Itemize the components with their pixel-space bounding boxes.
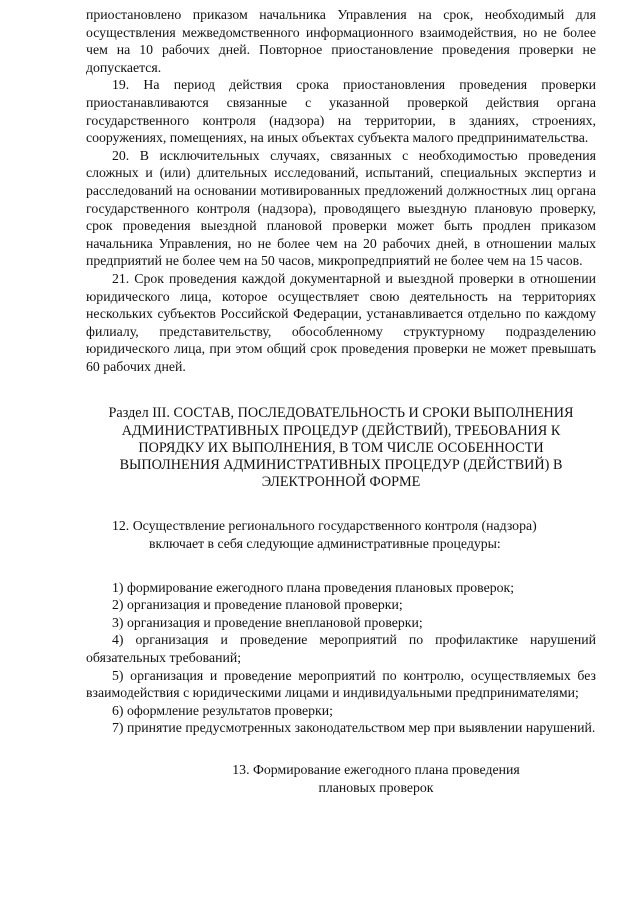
section-heading: Раздел III. СОСТАВ, ПОСЛЕДОВАТЕЛЬНОСТЬ И СРОКИ ВЫПОЛНЕНИЯ АДМИНИСТРАТИВНЫХ ПРОЦЕДУР (ДЕЙСТВИЙ), ТРЕБОВАНИЯ К ПОРЯДКУ ИХ ВЫПОЛНЕНИЯ, В ТОМ ЧИСЛЕ ОСОБЕННОСТИ ВЫПОЛНЕНИЯ АДМИНИСТРАТИВНЫХ ПРОЦЕДУР (ДЕЙСТВИЙ) В ЭЛЕКТРОННОЙ ФОРМЕ [108,405,574,491]
section-intro-line-2: включает в себя следующие административные процедуры: [149,536,501,552]
paragraph-21: 21. Срок проведения каждой документарной и выездной проверки в отношении юридического лица, которое осуществляет свою деятельность на территориях нескольких субъектов Российской Федерации, устанавливается отдельно по каждому филиалу, представительству, обособленному структурному подразделению юридического лица, при этом общий срок проведения проверки не может превышать 60 рабочих дней. [86,270,596,374]
document-page [86,6,596,796]
section-intro-line-1: 12. Осуществление регионального государственного контроля (надзора) [112,518,537,534]
list-item: 4) организация и проведение мероприятий по профилактике нарушений обязательных требований; [86,632,596,666]
list-item: 7) принятие предусмотренных законодательством мер при выявлении нарушений. [112,720,596,736]
list-item: 5) организация и проведение мероприятий по контролю, осуществляемых без взаимодействия с юридическими лицами и индивидуальными предпринимателями; [86,667,596,701]
paragraph-18-continuation: приостановлено приказом начальника Управления на срок, необходимый для осуществления межведомственного информационного взаимодействия, но не более чем на 10 рабочих дней. Повторное приостановление проведения проверки не допускается. [86,7,596,75]
list-item: 2) организация и проведение плановой проверки; [112,597,403,613]
list-item: 6) оформление результатов проверки; [112,702,333,718]
paragraph-20: 20. В исключительных случаях, связанных с необходимостью проведения сложных и (или) длительных исследований, испытаний, специальных экспертиз и расследований на основании мотивированных предложений должностных лиц органа государственного контроля (надзора), проводящего выездную плановую проверку, срок проведения выездной плановой проверки может быть продлен приказом начальника Управления, но не более чем на 20 рабочих дней, в отношении малых предприятий не более чем на 50 часов, микропредприятий не более чем на 15 часов. [86,147,596,269]
subsection-heading-line-2: плановых проверок [318,779,434,795]
section-intro [86,517,596,552]
list-item: 3) организация и проведение внеплановой проверки; [112,614,423,630]
paragraph-19: 19. На период действия срока приостановления проведения проверки приостанавливаются связанные с указанной проверкой действия органа государственного контроля (надзора) на территории, в зданиях, строениях, сооружениях, помещениях, на иных объектах субъекта малого предпринимательства. [86,77,596,146]
list-item: 1) формирование ежегодного плана проведения плановых проверок; [112,579,515,595]
subsection-heading [86,761,596,796]
procedures-list [86,579,596,737]
subsection-heading-line-1: 13. Формирование ежегодного плана проведения [232,762,520,778]
